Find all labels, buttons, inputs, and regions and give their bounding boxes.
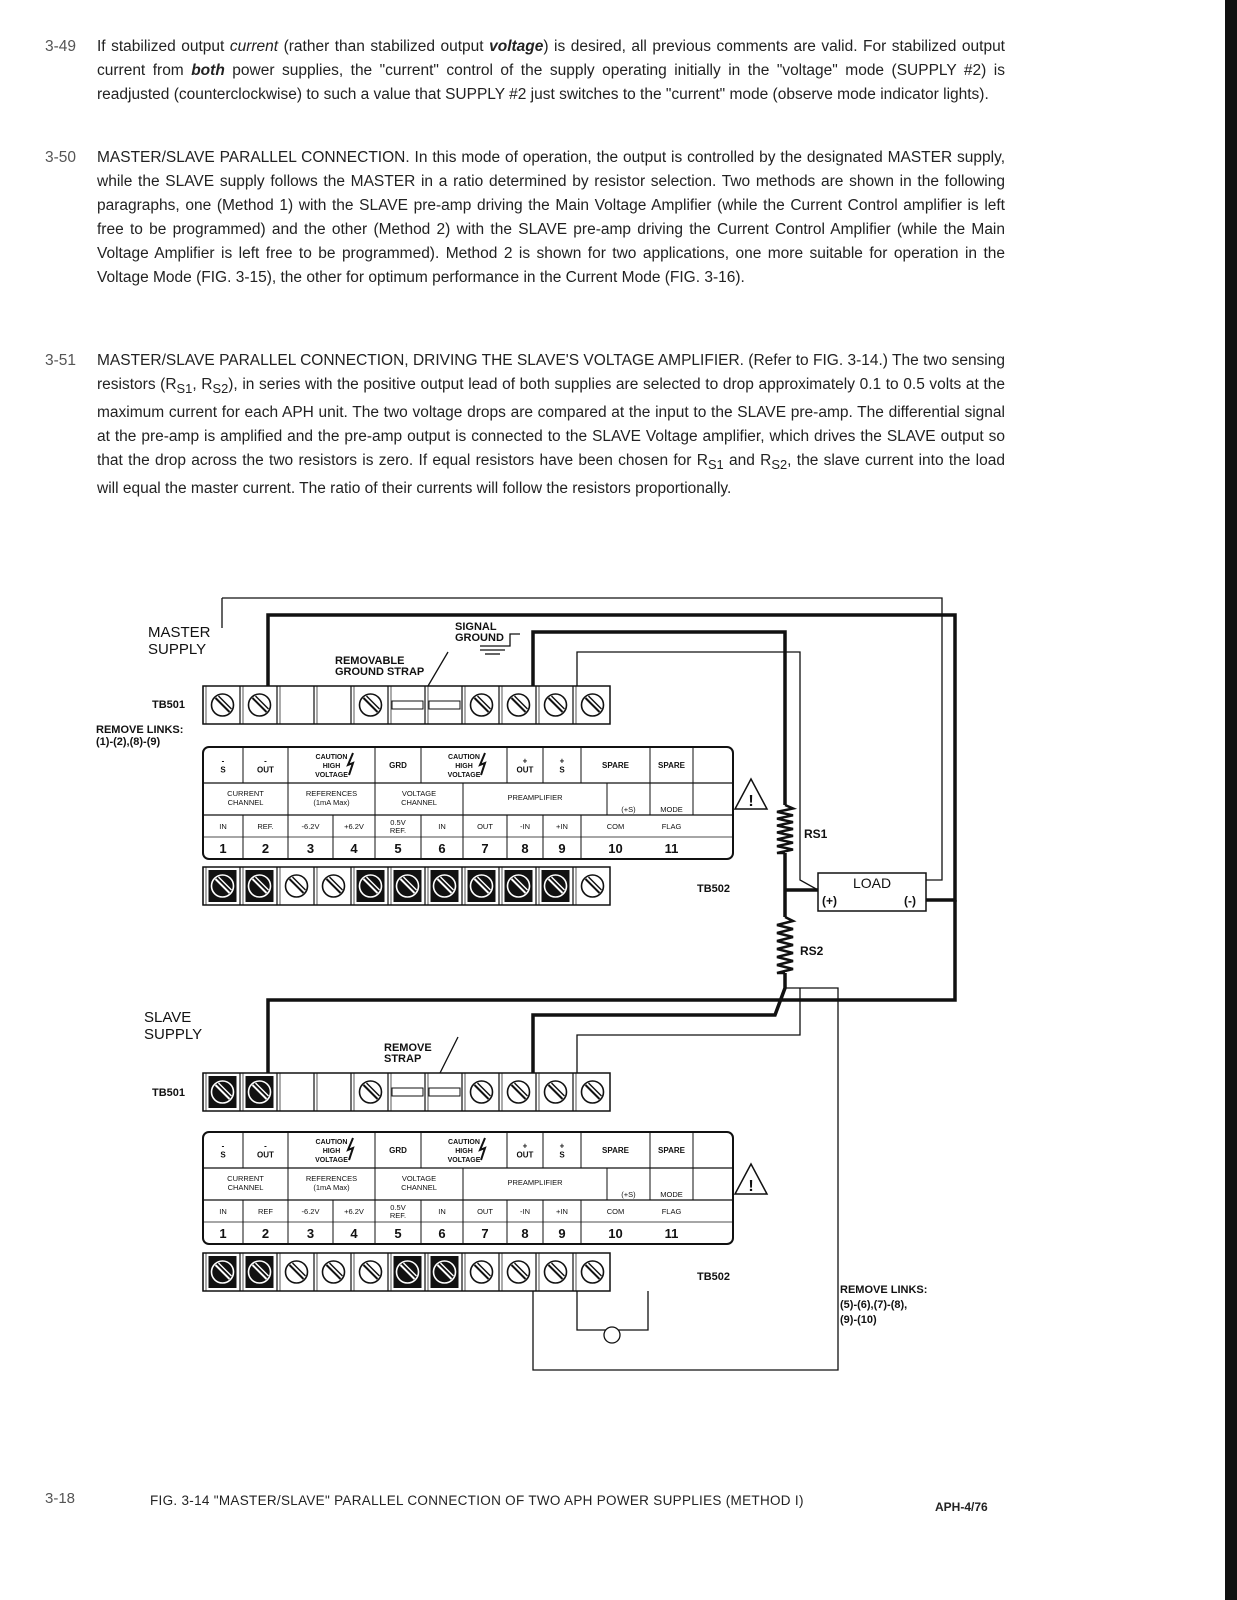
terminal-number: 4: [350, 841, 358, 856]
panel-label: -6.2V: [301, 822, 320, 831]
panel-label: 0.5V: [390, 1203, 406, 1212]
load-label: LOAD: [852, 875, 892, 891]
panel-label: OUT: [257, 765, 274, 775]
tb501-label: TB501: [152, 1087, 186, 1099]
screw-terminal: [209, 1076, 237, 1108]
panel-label: (1mA Max): [313, 798, 350, 807]
screw-terminal: [508, 1261, 530, 1283]
panel-label: CAUTION: [448, 1139, 480, 1146]
panel-label: +: [559, 756, 565, 766]
screw-terminal: [471, 1081, 493, 1103]
panel-label: -: [221, 1141, 225, 1151]
screw-terminal: [431, 1256, 459, 1288]
panel-label: REF.: [389, 826, 407, 835]
panel-label: -6.2V: [301, 1207, 320, 1216]
screw-terminal: [286, 875, 308, 897]
panel-label: (1mA Max): [313, 1183, 350, 1192]
terminal-number: 10: [608, 1226, 623, 1241]
strap-pointer: [428, 652, 448, 686]
panel-label: -IN: [520, 822, 530, 831]
screw-terminal: [508, 1081, 530, 1103]
panel-label: GRD: [389, 761, 407, 770]
paragraph-3-50: [45, 146, 1005, 290]
screw-terminal: [357, 870, 385, 902]
slave-panel: [203, 1132, 767, 1244]
panel-label: OUT: [516, 765, 534, 775]
screw-terminal: [209, 870, 237, 902]
panel-label: -: [264, 1141, 267, 1151]
terminal-number: 3: [306, 841, 315, 856]
remove-links-label: (1)-(2),(8)-(9): [96, 736, 161, 748]
screw-terminal: [582, 875, 604, 897]
panel-label: SPARE: [658, 1146, 685, 1155]
panel-label: FLAG: [661, 1207, 682, 1216]
rs2-resistor: [777, 917, 793, 973]
ground-icon: [604, 1327, 620, 1343]
warning-icon-mark: !: [748, 793, 754, 810]
wiring-diagram: [0, 590, 1237, 1390]
screw-terminal: [323, 875, 345, 897]
panel-label: CHANNEL: [401, 1183, 437, 1192]
screw-terminal: [505, 870, 533, 902]
panel-label: S: [559, 1150, 565, 1160]
master-panel: [203, 747, 767, 859]
panel-label: -IN: [520, 1207, 530, 1216]
panel-label: VOLTAGE: [447, 772, 481, 779]
slave-supply-label: SLAVE: [144, 1009, 192, 1026]
terminal-number: 11: [664, 1226, 679, 1241]
slave-supply-label: SUPPLY: [144, 1026, 203, 1043]
panel-label: FLAG: [661, 822, 682, 831]
panel-label: SPARE: [658, 761, 685, 770]
panel-label: REFERENCES: [305, 789, 358, 798]
panel-label: IN: [438, 1207, 446, 1216]
panel-label: HIGH: [455, 1148, 473, 1155]
panel-label: OUT: [516, 1150, 534, 1160]
terminal-number: 3: [306, 1226, 315, 1241]
screw-terminal: [431, 870, 459, 902]
paragraph-number: 3-49: [45, 38, 77, 55]
terminal-number: 4: [350, 1226, 358, 1241]
panel-label: GRD: [389, 1146, 407, 1155]
panel-label: IN: [219, 1207, 227, 1216]
screw-terminal: [212, 694, 234, 716]
paragraph-text: MASTER/SLAVE PARALLEL CONNECTION. In this mode of operation, the output is controlled by the designated MASTER supply, while the SLAVE supply follows the MASTER in a ratio determined by resistor selection. Two methods are shown in the following paragraphs, one (Method 1) with the SLAVE pre-amp driving the Main Voltage Amplifier (while the Current Control amplifier is left free to be programmed) and the other (Method 2) with the SLAVE pre-amp driving the Current Control Amplifier (while the Main Voltage Amplifier is left free to be programmed). Method 2 is shown for two applications, one more suitable for operation in the Voltage Mode (FIG. 3-15), the other for optimum performance in the Current Mode (FIG. 3-16).: [97, 149, 1005, 286]
remove-links-label: REMOVE LINKS:: [96, 724, 184, 736]
signal-ground-label: SIGNAL: [455, 621, 497, 633]
panel-label: PREAMPLIFIER: [507, 1178, 563, 1187]
screw-terminal: [246, 1256, 274, 1288]
screw-terminal: [246, 1076, 274, 1108]
screw-terminal: [249, 694, 271, 716]
panel-label: VOLTAGE: [315, 1157, 348, 1164]
panel-label: CURRENT: [227, 789, 264, 798]
screw-terminal: [545, 1081, 567, 1103]
rs2-label: RS2: [800, 944, 824, 958]
panel-label: +6.2V: [344, 822, 364, 831]
panel-label: +: [559, 1141, 565, 1151]
page-number: 3-18: [45, 1490, 76, 1507]
screw-terminal: [582, 694, 604, 716]
paragraph-number: 3-50: [45, 149, 77, 166]
screw-terminal: [508, 694, 530, 716]
screw-terminal: [246, 870, 274, 902]
paragraph-3-49: [45, 35, 1005, 107]
panel-label: REFERENCES: [305, 1174, 358, 1183]
terminal-number: 8: [521, 841, 529, 856]
terminal-number: 1: [219, 1226, 227, 1241]
link-bar: [392, 1088, 423, 1096]
terminal-number: 8: [521, 1226, 529, 1241]
panel-label: HIGH: [455, 763, 473, 770]
panel-label: COM: [606, 1207, 625, 1216]
screw-terminal: [360, 694, 382, 716]
tb501-label: TB501: [152, 699, 186, 711]
screw-terminal: [471, 694, 493, 716]
panel-label: COM: [606, 822, 625, 831]
screw-terminal: [468, 870, 496, 902]
wire-slave-link: [577, 1291, 648, 1330]
terminal-number: 2: [261, 841, 270, 856]
signal-ground-label: GROUND: [455, 632, 504, 644]
screw-terminal: [323, 1261, 345, 1283]
removable-strap-label: REMOVABLE: [335, 655, 405, 667]
panel-label: MODE: [660, 1190, 683, 1199]
screw-terminal: [394, 870, 422, 902]
screw-terminal: [209, 1256, 237, 1288]
terminal-number: 7: [481, 1226, 489, 1241]
screw-terminal: [582, 1081, 604, 1103]
panel-label: +6.2V: [344, 1207, 364, 1216]
tb502-label: TB502: [697, 1271, 731, 1283]
load-minus-label: (-): [904, 894, 916, 908]
screw-terminal: [360, 1261, 382, 1283]
screw-terminal: [286, 1261, 308, 1283]
paragraph-text: MASTER/SLAVE PARALLEL CONNECTION, DRIVING THE SLAVE'S VOLTAGE AMPLIFIER. (Refer to FIG. 3-14.) The two sensing resistors ($R_{S1}$, $R_{S2}$), in series with the positive output lead of both supplies are selected to drop approximately 0.1 to 0.5 volts at the maximum current for each APH unit. The two voltage drops are compared at the input to the SLAVE pre-amp. The differential signal at the pre-amp is amplified and the pre-amp output is connected to the SLAVE Voltage amplifier, which drives the SLAVE output so that the drop across the two resistors is zero. If equal resistors have been chosen for $R_{S1}$ and $R_{S2}$, the slave current into the load will equal the master current. The ratio of their currents will follow the resistors proportionally.: [97, 352, 1006, 498]
document-reference: APH-4/76: [935, 1500, 988, 1514]
panel-label: OUT: [257, 1150, 274, 1160]
load-plus-label: (+): [822, 894, 837, 908]
terminal-number: 7: [481, 841, 489, 856]
screw-terminal: [394, 1256, 422, 1288]
panel-label: S: [220, 1150, 226, 1160]
panel-label: -: [264, 756, 267, 766]
panel-label: CHANNEL: [227, 1183, 264, 1192]
figure-caption: FIG. 3-14 "MASTER/SLAVE" PARALLEL CONNECTION OF TWO APH POWER SUPPLIES (METHOD I): [150, 1493, 804, 1508]
strap-pointer: [440, 1037, 458, 1073]
panel-label: VOLTAGE: [447, 1157, 481, 1164]
panel-label: CURRENT: [227, 1174, 264, 1183]
warning-icon-mark: !: [748, 1178, 754, 1195]
master-supply-label: SUPPLY: [148, 641, 207, 658]
terminal-number: 2: [261, 1226, 270, 1241]
panel-label: +IN: [556, 1207, 568, 1216]
screw-terminal: [545, 1261, 567, 1283]
screw-terminal: [582, 1261, 604, 1283]
panel-label: CAUTION: [448, 754, 480, 761]
panel-label: VOLTAGE: [315, 772, 348, 779]
terminal-number: 6: [438, 841, 446, 856]
panel-label: PREAMPLIFIER: [507, 793, 563, 802]
wire-slave-out-minus: [268, 900, 955, 1073]
panel-label: CAUTION: [315, 754, 348, 761]
rs1-label: RS1: [804, 827, 828, 841]
terminal-number: 5: [394, 1226, 402, 1241]
screw-terminal: [360, 1081, 382, 1103]
panel-label: SPARE: [602, 761, 629, 770]
removable-strap-label: GROUND STRAP: [335, 666, 425, 678]
terminal-number: 5: [394, 841, 402, 856]
remove-strap-label: STRAP: [384, 1053, 422, 1065]
panel-label: CAUTION: [315, 1139, 348, 1146]
screw-terminal: [471, 1261, 493, 1283]
panel-label: -: [221, 756, 225, 766]
panel-label: (+S): [621, 1190, 636, 1199]
panel-label: S: [559, 765, 565, 775]
terminal-number: 11: [664, 841, 679, 856]
panel-label: OUT: [477, 1207, 493, 1216]
panel-label: +: [522, 1141, 528, 1151]
rs1-resistor: [777, 805, 793, 853]
terminal-number: 6: [438, 1226, 446, 1241]
remove-links-label: (9)-(10): [840, 1314, 877, 1326]
terminal-number: 10: [608, 841, 623, 856]
panel-label: 0.5V: [390, 818, 406, 827]
panel-label: HIGH: [322, 763, 341, 770]
remove-links-label: (5)-(6),(7)-(8),: [840, 1299, 908, 1311]
link-bar: [429, 1088, 460, 1096]
panel-label: +IN: [556, 822, 568, 831]
panel-label: (+S): [621, 805, 636, 814]
link-bar: [429, 701, 460, 709]
panel-label: HIGH: [322, 1148, 341, 1155]
screw-terminal: [545, 694, 567, 716]
wire-slave-out-plus: [533, 973, 785, 1073]
panel-label: S: [220, 765, 226, 775]
terminal-number: 1: [219, 841, 227, 856]
screw-terminal: [542, 870, 570, 902]
tb502-label: TB502: [697, 883, 731, 895]
panel-label: VOLTAGE: [401, 789, 437, 798]
panel-label: REF.: [389, 1211, 407, 1220]
panel-label: MODE: [660, 805, 683, 814]
link-bar: [392, 701, 423, 709]
panel-label: VOLTAGE: [401, 1174, 437, 1183]
paragraph-3-51: [45, 349, 1005, 501]
paragraph-number: 3-51: [45, 352, 77, 369]
master-supply-label: MASTER: [148, 624, 211, 641]
panel-label: REF.: [257, 822, 274, 831]
terminal-number: 9: [558, 1226, 566, 1241]
remove-strap-label: REMOVE: [384, 1042, 432, 1054]
panel-label: OUT: [477, 822, 493, 831]
terminal-number: 9: [558, 841, 566, 856]
panel-label: CHANNEL: [401, 798, 437, 807]
panel-label: IN: [219, 822, 227, 831]
panel-label: REF: [258, 1207, 273, 1216]
panel-label: SPARE: [602, 1146, 629, 1155]
panel-label: CHANNEL: [227, 798, 264, 807]
panel-label: IN: [438, 822, 446, 831]
remove-links-label: REMOVE LINKS:: [840, 1284, 928, 1296]
panel-label: +: [522, 756, 528, 766]
paragraph-text: If stabilized output current (rather than stabilized output voltage) is desired, all previous comments are valid. For stabilized output current from both power supplies, the "current" control of the supply operating initially in the "voltage" mode (SUPPLY #2) is readjusted (counterclockwise) to such a value that SUPPLY #2 just switches to the "current" mode (observe mode indicator lights).: [97, 38, 1005, 103]
